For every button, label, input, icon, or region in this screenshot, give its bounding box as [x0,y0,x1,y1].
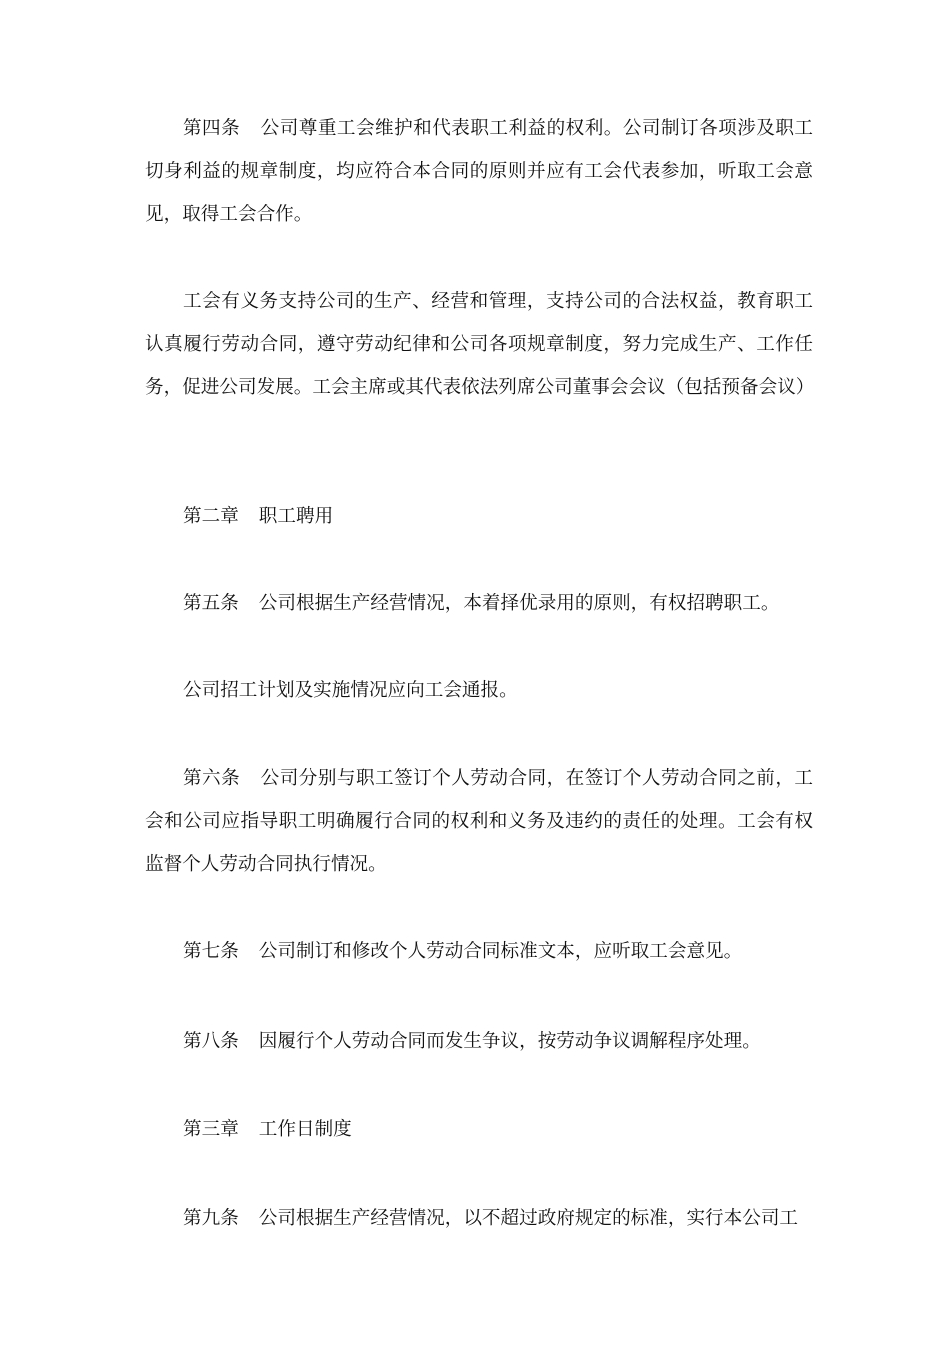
article-6-text: 公司分别与职工签订个人劳动合同，在签订个人劳动合同之前，工会和公司应指导职工明确履行合同的权利和义务及违约的责任的处理。工会有权监督个人劳动合同执行情况。 [145,768,813,875]
article-8-paragraph [145,1020,813,1063]
article-6-lead: 第六条 [183,768,241,789]
article-6-paragraph [145,757,813,886]
article-9-text: 公司根据生产经营情况，以不超过政府规定的标准，实行本公司工 [258,1208,799,1229]
chapter-2-heading [145,495,813,538]
article-8-lead: 第八条 [183,1031,239,1052]
article-7-paragraph [145,930,813,973]
article-4-lead: 第四条 [183,118,241,139]
chapter-2-lead: 第二章 [183,506,239,527]
article-7-lead: 第七条 [183,941,239,962]
chapter-3-title: 工作日制度 [258,1119,352,1140]
article-9-lead: 第九条 [183,1208,239,1229]
article-9-paragraph [145,1197,813,1240]
recruitment-plan-text: 公司招工计划及实施情况应向工会通报。 [183,680,518,701]
recruitment-plan-paragraph [145,669,813,712]
chapter-2-title: 职工聘用 [258,506,334,527]
article-4-paragraph [145,107,813,236]
article-5-lead: 第五条 [183,593,239,614]
union-duty-text: 工会有义务支持公司的生产、经营和管理，支持公司的合法权益，教育职工认真履行劳动合同，遵守劳动纪律和公司各项规章制度，努力完成生产、工作任务，促进公司发展。工会主席或其代表依法列席公司董事会会议（包括预备会议） [145,291,815,398]
chapter-3-heading [145,1108,813,1151]
article-5-paragraph [145,582,813,625]
union-duty-paragraph [145,280,813,409]
article-4-text: 公司尊重工会维护和代表职工利益的权利。公司制订各项涉及职工切身利益的规章制度，均应符合本合同的原则并应有工会代表参加，听取工会意见，取得工会合作。 [145,118,813,225]
article-5-text: 公司根据生产经营情况，本着择优录用的原则，有权招聘职工。 [258,593,780,614]
chapter-3-lead: 第三章 [183,1119,239,1140]
article-8-text: 因履行个人劳动合同而发生争议，按劳动争议调解程序处理。 [258,1031,761,1052]
article-7-text: 公司制订和修改个人劳动合同标准文本，应听取工会意见。 [258,941,743,962]
